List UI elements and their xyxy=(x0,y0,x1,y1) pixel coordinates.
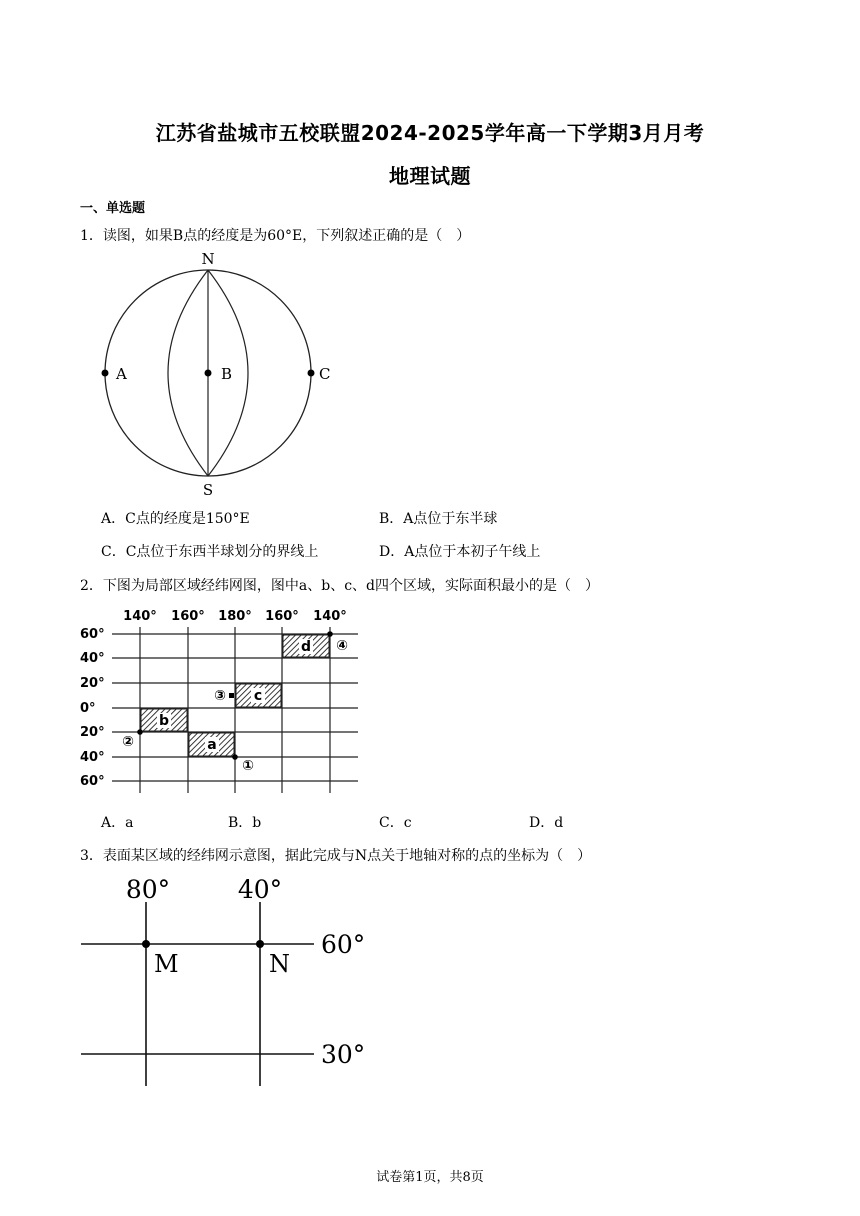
question-3-figure xyxy=(78,868,378,1093)
marker-4: ④ xyxy=(336,638,348,654)
marker-1: ① xyxy=(242,758,254,774)
label-c: C xyxy=(319,365,331,383)
region-c: c xyxy=(253,688,263,704)
q2-option-c[interactable]: C．c xyxy=(379,815,412,831)
lat-label-2: 40° xyxy=(80,651,105,666)
page-title: 江苏省盐城市五校联盟2024-2025学年高一下学期3月月考 xyxy=(155,121,705,145)
point-n: N xyxy=(269,950,290,978)
label-s: S xyxy=(202,481,214,498)
lat-label-6: 40° xyxy=(80,750,105,765)
lat-label-7: 60° xyxy=(80,774,105,789)
marker-2: ② xyxy=(122,734,134,750)
question-2-stem: 2．下图为局部区域经纬网图，图中a、b、c、d四个区域，实际面积最小的是（ ） xyxy=(80,578,600,594)
lat-label-4: 0° xyxy=(80,701,96,716)
region-b: b xyxy=(158,713,170,729)
marker-3: ③ xyxy=(214,688,226,704)
question-1-figure xyxy=(90,248,350,498)
q2-option-b[interactable]: B．b xyxy=(228,815,262,831)
q1-option-c[interactable]: C．C点位于东西半球划分的界线上 xyxy=(101,544,319,560)
lat-label-5: 20° xyxy=(80,725,105,740)
lat-label-60: 60° xyxy=(321,930,366,959)
q1-option-a[interactable]: A．C点的经度是150°E xyxy=(101,511,250,527)
lat-label-3: 20° xyxy=(80,676,105,691)
lat-label-30: 30° xyxy=(321,1040,366,1069)
label-b: B xyxy=(221,365,233,383)
question-3-stem: 3．表面某区域的经纬网示意图，据此完成与N点关于地轴对称的点的坐标为（ ） xyxy=(80,848,592,864)
q1-option-d[interactable]: D．A点位于本初子午线上 xyxy=(379,544,541,560)
q1-option-b[interactable]: B．A点位于东半球 xyxy=(379,511,498,527)
region-a: a xyxy=(207,737,217,753)
lon-label-80: 80° xyxy=(125,875,171,904)
question-2-figure xyxy=(78,603,378,798)
lon-label-4: 160° xyxy=(265,609,299,624)
lon-label-3: 180° xyxy=(218,609,252,624)
q2-option-a[interactable]: A．a xyxy=(101,815,134,831)
lon-label-5: 140° xyxy=(313,609,347,624)
question-1-stem: 1．读图，如果B点的经度是为60°E，下列叙述正确的是（ ） xyxy=(80,228,471,244)
section-heading: 一、单选题 xyxy=(80,201,146,216)
region-d: d xyxy=(300,639,312,655)
label-n: N xyxy=(201,250,215,268)
lon-label-1: 140° xyxy=(123,609,157,624)
page-subtitle: 地理试题 xyxy=(389,164,471,188)
q2-option-d[interactable]: D．d xyxy=(529,815,564,831)
lat-label-1: 60° xyxy=(80,627,105,642)
page-footer: 试卷第1页，共8页 xyxy=(376,1170,484,1185)
point-m: M xyxy=(154,950,179,978)
label-a: A xyxy=(116,365,127,383)
lon-label-2: 160° xyxy=(171,609,205,624)
lon-label-40: 40° xyxy=(237,875,283,904)
